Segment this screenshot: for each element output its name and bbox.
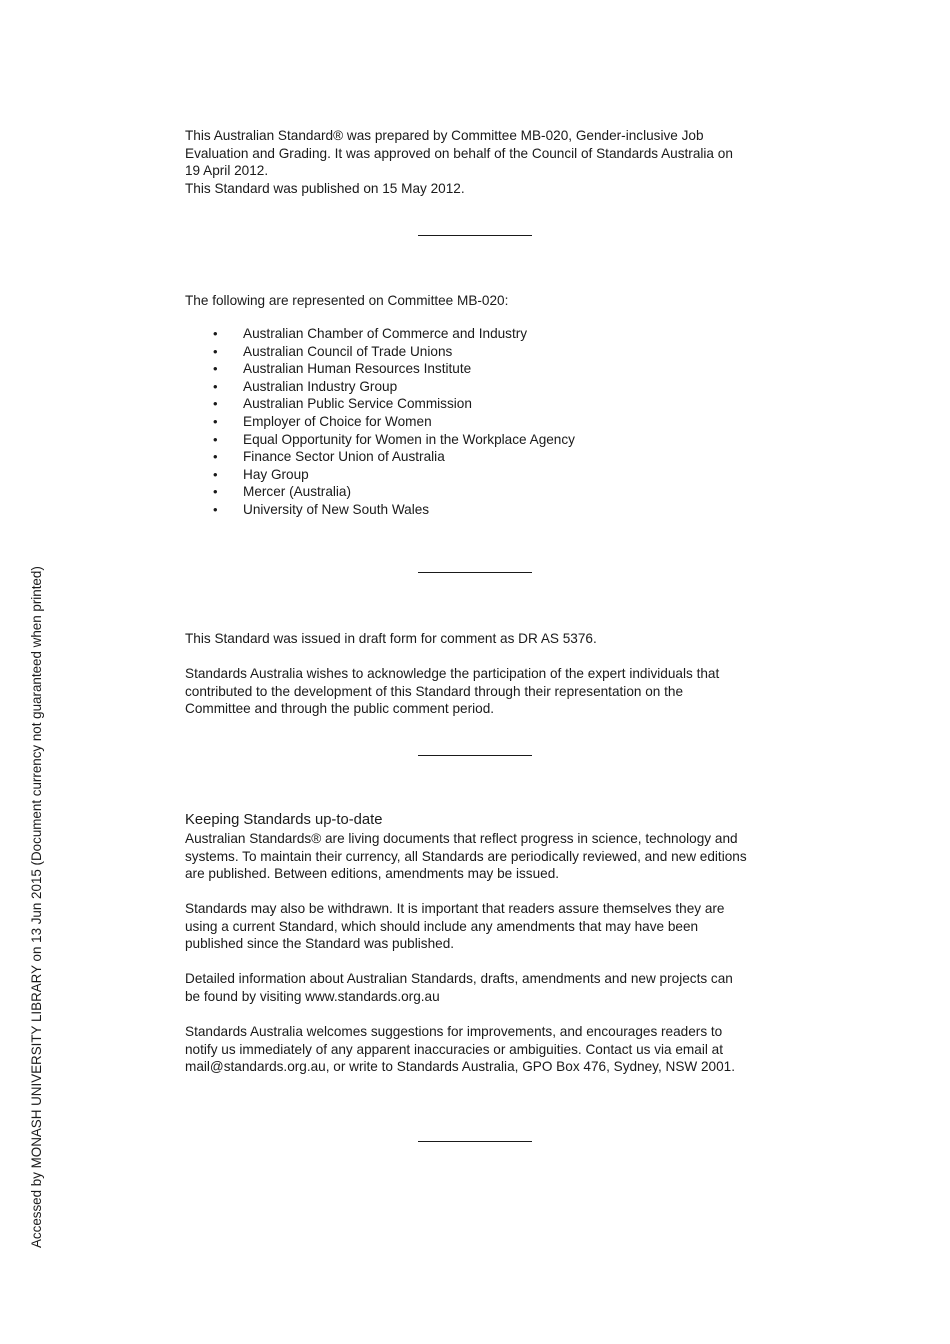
acknowledgement-line: contributed to the development of this Standard through their representation on the <box>185 683 684 699</box>
member-name: Equal Opportunity for Women in the Workplace Agency <box>243 431 575 447</box>
acknowledgement-paragraph <box>185 665 770 718</box>
living-documents-paragraph <box>185 830 770 883</box>
preparation-line: Evaluation and Grading. It was approved on behalf of the Council of Standards Australia on <box>185 145 733 161</box>
email-link[interactable]: mail@standards.org.au <box>185 1059 326 1074</box>
detailed-info-paragraph <box>185 970 770 1005</box>
list-item <box>185 343 575 361</box>
list-item <box>185 448 575 466</box>
bullet: • <box>213 378 218 394</box>
member-name: Employer of Choice for Women <box>243 413 432 429</box>
member-name: Hay Group <box>243 466 309 482</box>
member-name: Mercer (Australia) <box>243 484 352 500</box>
bullet: • <box>213 396 218 412</box>
committee-members-list <box>185 325 575 519</box>
paragraph-line: are published. Between editions, amendments may be issued. <box>185 866 560 881</box>
paragraph-text: , or write to Standards Australia, GPO Box 476, Sydney, NSW 2001. <box>325 1059 736 1074</box>
list-item <box>185 325 575 343</box>
bullet: • <box>213 413 218 429</box>
draft-statement: This Standard was issued in draft form for comment as DR AS 5376. <box>185 631 597 646</box>
bullet: • <box>213 449 218 465</box>
bullet: • <box>213 361 218 377</box>
preparation-line: This Australian Standard® was prepared by Committee MB-020, Gender-inclusive Job <box>185 128 704 143</box>
list-item <box>185 501 575 519</box>
section-divider <box>418 1141 532 1142</box>
list-item <box>185 466 575 484</box>
paragraph-line: Detailed information about Australian Standards, drafts, amendments and new projects can <box>185 971 733 986</box>
bullet: • <box>213 466 218 482</box>
acknowledgement-line: Standards Australia wishes to acknowledge the participation of the expert individuals that <box>185 666 720 681</box>
list-item <box>185 413 575 431</box>
list-item <box>185 378 575 396</box>
paragraph-line: published since the Standard was published. <box>185 936 455 951</box>
paragraph-line: Standards Australia welcomes suggestions for improvements, and encourages readers to <box>185 1024 723 1039</box>
bullet: • <box>213 343 218 359</box>
member-name: Finance Sector Union of Australia <box>243 449 445 465</box>
member-name: University of New South Wales <box>243 501 430 517</box>
preparation-line: 19 April 2012. <box>185 163 269 178</box>
paragraph-line: notify us immediately of any apparent inaccuracies or ambiguities. Contact us via email at <box>185 1041 723 1057</box>
section-divider <box>418 755 532 756</box>
access-watermark: Accessed by MONASH UNIVERSITY LIBRARY on 13 Jun 2015 (Document currency not guaranteed when printed) <box>29 566 44 1248</box>
section-divider <box>418 235 532 236</box>
member-name: Australian Chamber of Commerce and Industry <box>243 326 528 341</box>
section-divider <box>418 572 532 573</box>
section-heading: Keeping Standards up-to-date <box>185 812 383 828</box>
member-name: Australian Human Resources Institute <box>243 361 472 377</box>
member-name: Australian Industry Group <box>243 378 398 394</box>
paragraph-line <box>185 1058 770 1076</box>
list-item <box>185 431 575 449</box>
website-link[interactable]: www.standards.org.au <box>305 988 440 1004</box>
paragraph-line: Standards may also be withdrawn. It is important that readers assure themselves they are <box>185 901 725 916</box>
list-item <box>185 483 575 501</box>
member-name: Australian Public Service Commission <box>243 396 472 412</box>
paragraph-text: be found by visiting <box>185 988 306 1004</box>
withdrawn-paragraph <box>185 900 770 953</box>
paragraph-line <box>185 988 770 1006</box>
bullet: • <box>213 326 218 341</box>
member-name: Australian Council of Trade Unions <box>243 343 453 359</box>
suggestions-paragraph <box>185 1023 770 1076</box>
paragraph-line: using a current Standard, which should include any amendments that may have been <box>185 918 699 934</box>
paragraph-line: systems. To maintain their currency, all Standards are periodically reviewed, and new editions <box>185 848 747 864</box>
bullet: • <box>213 484 218 500</box>
bullet: • <box>213 501 218 517</box>
preparation-statement <box>185 127 770 197</box>
acknowledgement-line: Committee and through the public comment period. <box>185 701 495 716</box>
paragraph-line: Australian Standards® are living documents that reflect progress in science, technology and <box>185 831 738 846</box>
list-item <box>185 395 575 413</box>
list-item <box>185 360 575 378</box>
committee-intro: The following are represented on Committee MB-020: <box>185 293 509 308</box>
publication-date-line: This Standard was published on 15 May 2012. <box>185 180 465 196</box>
bullet: • <box>213 431 218 447</box>
